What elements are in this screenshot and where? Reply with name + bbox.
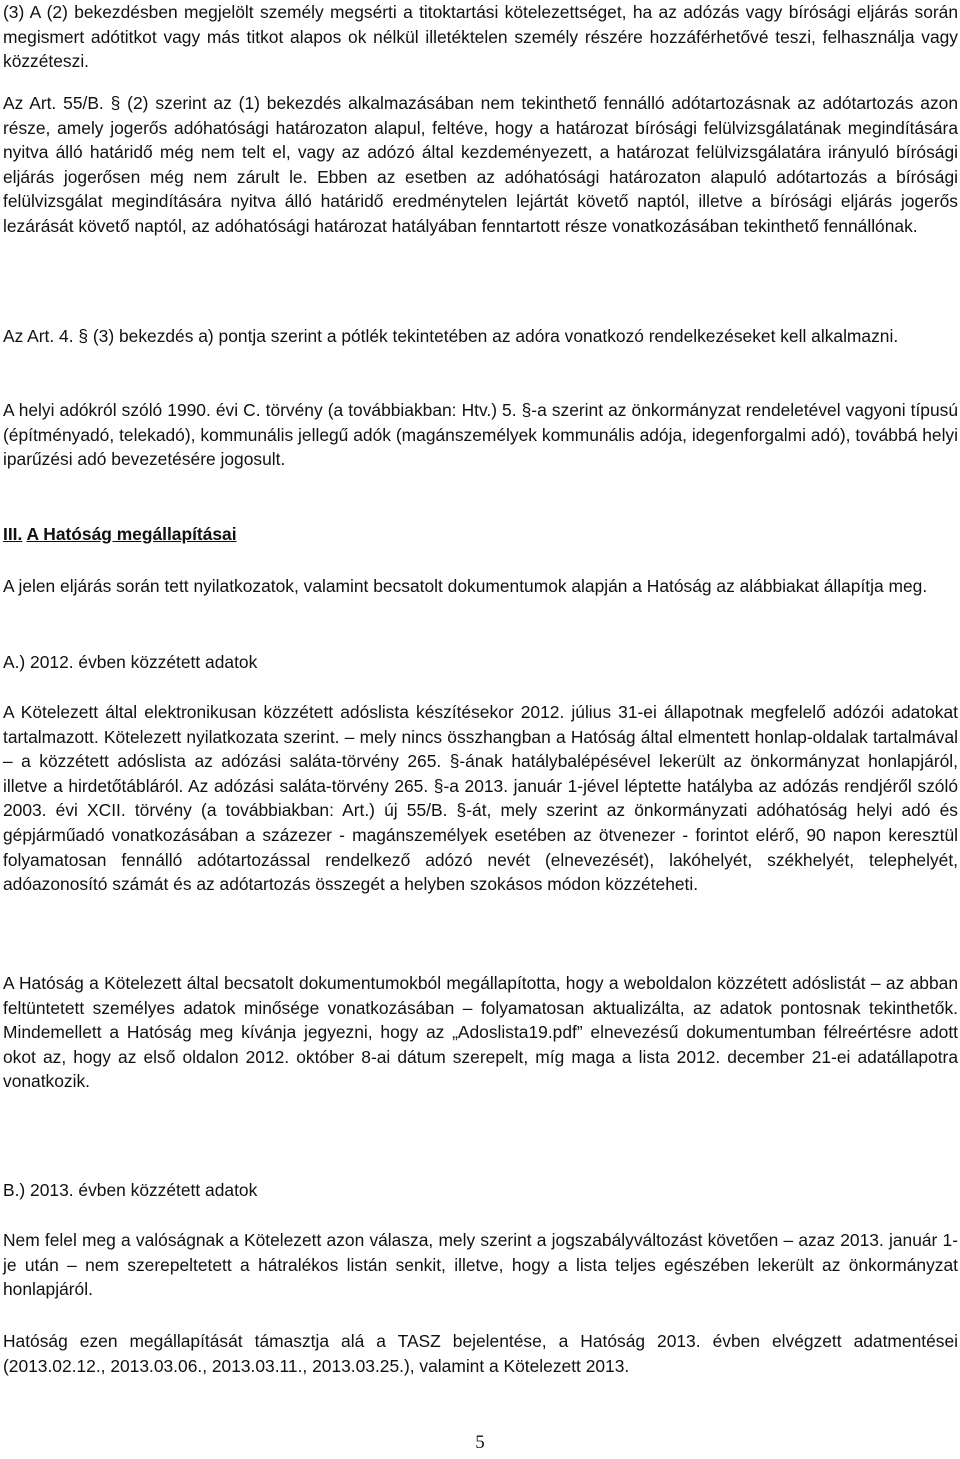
paragraph-2012-list: A Kötelezett által elektronikusan közzétett adóslista készítésekor 2012. július 31-ei állapotnak megfelelő adózói adatokat tartalmazott. Kötelezett nyilatkozata szerint. – mely nincs összhangban a Hatóság által elmentett honlap-oldalak tartalmával – a közzétett adóslista az adózási saláta-törvény 265. §-ának hatálybalépésével lekerült az önkormányzat honlapjáról, illetve a hirdetőtábláról. Az adózási saláta-törvény 265. §-a 2013. január 1-jével léptette hatályba az adózás rendjéről szóló 2003. évi XCII. törvény (a továbbiakban: Art.) új 55/B. §-át, mely szerint az önkormányzati adóhatóság helyi adó és gépjárműadó vonatkozásában a százezer - magánszemélyek esetében az ötvenezer - forintot elérő, 90 napon keresztül folyamatosan fennálló adótartozással rendelkező adózó nevét (elnevezését), lakóhelyét, székhelyét, telephelyét, adóazonosító számát és az adótartozás összegét a helyben szokásos módon közzéteheti. bbox=[3, 702, 958, 895]
paragraph-tasz: Hatóság ezen megállapítását támasztja alá a TASZ bejelentése, a Hatóság 2013. évben elvégzett adatmentései (2013.02.12., 2013.03.06., 2013.03.11., 2013.03.25.), valamint a Kötelezett 2013. bbox=[3, 1331, 958, 1376]
page-number: 5 bbox=[475, 1432, 485, 1453]
section-heading-number: III. bbox=[3, 524, 23, 544]
section-heading-title: A Hatóság megállapításai bbox=[26, 524, 237, 544]
section-heading bbox=[3, 522, 958, 547]
paragraph-2013-list: Nem felel meg a valóságnak a Kötelezett azon válasza, mely szerint a jogszabályváltozást követően – azaz 2013. január 1-je után – nem szerepeltetett a hátralékos listán senkit, illetve, hogy a lista teljes egészében lekerült az önkormányzat honlapjáról. bbox=[3, 1230, 958, 1300]
subheading-2012: A.) 2012. évben közzétett adatok bbox=[3, 652, 258, 672]
paragraph-htv: A helyi adókról szóló 1990. évi C. törvény (a továbbiakban: Htv.) 5. §-a szerint az önkormányzat rendeletével vagyoni típusú (építményadó, telekadó), kommunális jellegű adók (magánszemélyek kommunális adója, idegenforgalmi adó), továbbá helyi iparűzési adó bevezetésére jogosult. bbox=[3, 400, 958, 470]
paragraph-documents-review: A Hatóság a Kötelezett által becsatolt dokumentumokból megállapította, hogy a weboldalon közzétett adóslistát – az abban feltüntetett személyes adatok minősége vonatkozásában – folyamatosan aktualizálta, az adatok pontosnak tekinthetők. Mindemellett a Hatóság meg kívánja jegyezni, hogy az „Adoslista19.pdf” elnevezésű dokumentumban félreértésre adott okot az, hogy az első oldalon 2012. október 8-ai dátum szerepelt, míg maga a lista 2012. december 21-ei adatállapotra vonatkozik. bbox=[3, 973, 958, 1092]
paragraph-art-4: Az Art. 4. § (3) bekezdés a) pontja szerint a pótlék tekintetében az adóra vonatkozó rendelkezéseket kell alkalmazni. bbox=[3, 326, 899, 346]
paragraph-findings-intro: A jelen eljárás során tett nyilatkozatok, valamint becsatolt dokumentumok alapján a Hatóság az alábbiakat állapítja meg. bbox=[3, 576, 928, 596]
subheading-2013: B.) 2013. évben közzétett adatok bbox=[3, 1180, 258, 1200]
paragraph-confidentiality: (3) A (2) bekezdésben megjelölt személy megsérti a titoktartási kötelezettséget, ha az adózás vagy bírósági eljárás során megismert adótitkot vagy más titkot alapos ok nélkül illetéktelen személy részére hozzáférhetővé teszi, felhasználja vagy közzéteszi. bbox=[3, 2, 958, 72]
paragraph-art-55b: Az Art. 55/B. § (2) szerint az (1) bekezdés alkalmazásában nem tekinthető fennálló adótartozásnak az adótartozás azon része, amely jogerős adóhatósági határozaton alapul, feltéve, hogy a határozat bírósági felülvizsgálatának megindítására nyitva álló határidő még nem telt el, vagy az adózó által kezdeményezett, a határozat felülvizsgálatára irányuló bírósági eljárás jogerősen még nem zárult le. Ebben az esetben az adóhatósági határozaton alapuló adótartozás a bírósági felülvizsgálat megindítására nyitva álló határidő eredménytelen lejártát követő naptól, illetve a bírósági eljárás jogerős lezárását követő naptól, az adóhatósági határozat hatályában fenntartott része vonatkozásában tekinthető fennállónak. bbox=[3, 93, 958, 236]
